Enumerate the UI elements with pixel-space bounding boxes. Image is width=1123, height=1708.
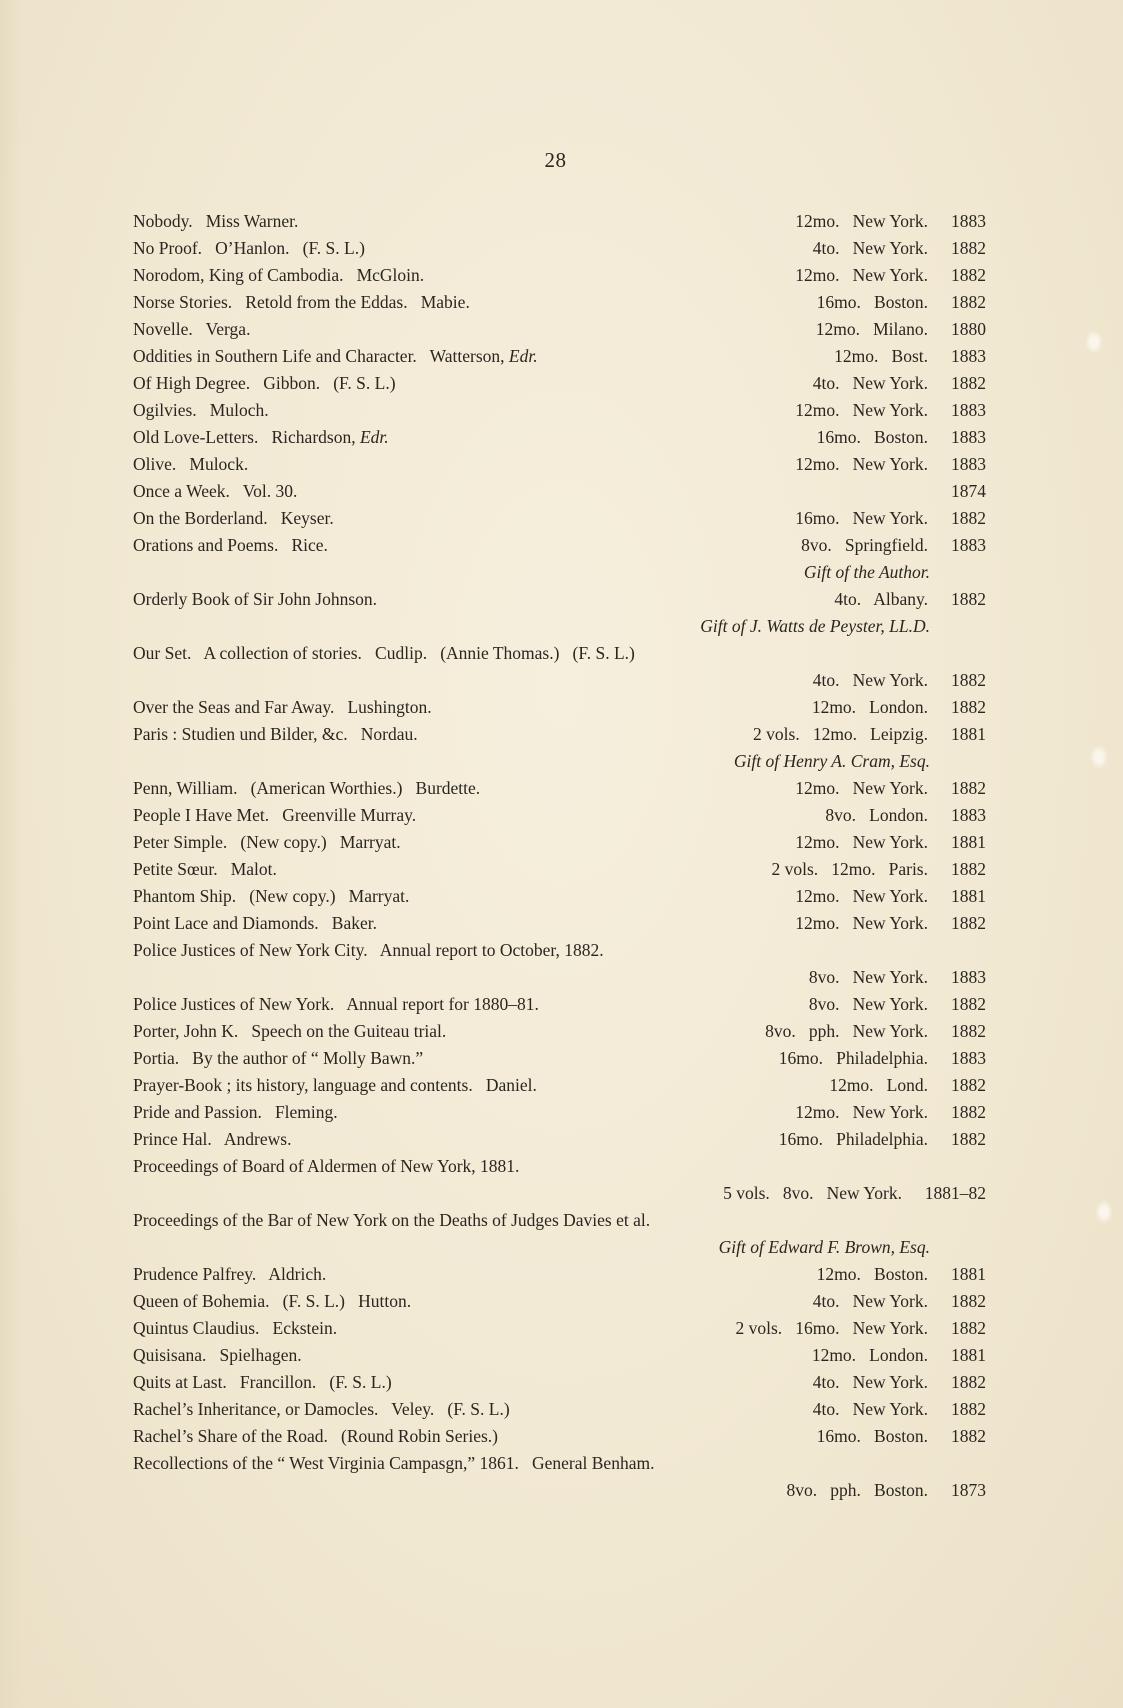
entry-year: 1882 [951, 589, 986, 609]
catalog-entry [133, 532, 986, 559]
entry-year: 1882 [951, 1021, 986, 1041]
entry-title-text: Point Lace and Diamonds. Baker. [133, 913, 377, 933]
entry-title-text: Rachel’s Inheritance, or Damocles. Veley. (F. S. L.) [133, 1399, 510, 1419]
catalog-entry [133, 1126, 986, 1153]
entry-imprint [817, 1423, 986, 1450]
catalog-entry [133, 1045, 986, 1072]
entry-title [133, 343, 538, 370]
paper-blemish [1085, 330, 1103, 354]
entry-format-place: 4to. New York. [812, 1372, 928, 1392]
entry-title-text: Quits at Last. Francillon. (F. S. L.) [133, 1372, 392, 1392]
gift-note-row [133, 559, 986, 586]
entry-imprint [795, 829, 986, 856]
entry-imprint [795, 451, 986, 478]
entry-year: 1880 [951, 319, 986, 339]
entry-title [133, 937, 604, 964]
entry-title-text: Norodom, King of Cambodia. McGloin. [133, 265, 425, 285]
entry-year: 1882 [951, 1291, 986, 1311]
entry-format-place: 8vo. New York. [808, 967, 928, 987]
entry-title-text: Petite Sœur. Malot. [133, 859, 277, 879]
entry-imprint [813, 667, 986, 694]
entry-title [133, 1045, 423, 1072]
catalog-entry [133, 1342, 986, 1369]
entry-imprint [787, 1477, 986, 1504]
entry-title-text: Paris : Studien und Bilder, &c. Nordau. [133, 724, 418, 744]
catalog-entry [133, 1207, 986, 1234]
entry-title [133, 1450, 654, 1477]
entry-format-place: 12mo. New York. [795, 778, 928, 798]
entry-title-text: Quisisana. Spielhagen. [133, 1345, 302, 1365]
entry-title-text: Norse Stories. Retold from the Eddas. Mabie. [133, 292, 470, 312]
entry-title-text: Police Justices of New York. Annual report for 1880–81. [133, 994, 539, 1014]
entry-year: 1882 [951, 859, 986, 879]
entry-title-text: Rachel’s Share of the Road. (Round Robin Series.) [133, 1426, 499, 1446]
entry-title [133, 316, 250, 343]
editor-abbrev: Edr. [504, 346, 538, 366]
gift-note-row [133, 613, 986, 640]
catalog-entry [133, 1288, 986, 1315]
entry-format-place: 4to. New York. [812, 670, 928, 690]
entry-format-place: 16mo. Boston. [816, 1426, 928, 1446]
entry-title-text: Prince Hal. Andrews. [133, 1129, 292, 1149]
entry-format-place: 8vo. pph. New York. [765, 1021, 928, 1041]
entry-imprint [801, 532, 986, 559]
entry-format-place: 5 vols. 8vo. New York. [723, 1183, 902, 1203]
entry-title [133, 1288, 411, 1315]
entry-format-place: 2 vols. 12mo. Leipzig. [753, 724, 928, 744]
entry-imprint [795, 505, 986, 532]
entry-format-place: 16mo. Boston. [816, 427, 928, 447]
entry-format-place: 12mo. New York. [795, 1102, 928, 1122]
catalog-entry [133, 856, 986, 883]
entry-imprint [825, 802, 986, 829]
entry-title [133, 1072, 537, 1099]
entry-format-place: 16mo. Boston. [816, 292, 928, 312]
entry-title [133, 289, 470, 316]
catalog-entry [133, 883, 986, 910]
entry-imprint [812, 694, 986, 721]
entry-title-text: Proceedings of the Bar of New York on the Deaths of Judges Davies et al. [133, 1210, 651, 1230]
paper-blemish [1095, 1200, 1113, 1224]
entry-format-place: 2 vols. 16mo. New York. [735, 1318, 928, 1338]
entry-title-text: Police Justices of New York City. Annual report to October, 1882. [133, 940, 604, 960]
entry-title [133, 1126, 291, 1153]
catalog-entry [133, 208, 986, 235]
catalog-entries [133, 208, 986, 1504]
entry-title-text: Portia. By the author of “ Molly Bawn.” [133, 1048, 424, 1068]
entry-year: 1882 [951, 670, 986, 690]
entry-title [133, 802, 416, 829]
gift-note: Gift of J. Watts de Peyster, LL.D. [700, 616, 930, 636]
entry-imprint [779, 1126, 986, 1153]
entry-title-text: Once a Week. Vol. 30. [133, 481, 298, 501]
entry-title [133, 829, 401, 856]
entry-year: 1882 [951, 1372, 986, 1392]
entry-year: 1883 [951, 427, 986, 447]
entry-year: 1882 [951, 373, 986, 393]
catalog-entry [133, 451, 986, 478]
entry-title-text: Pride and Passion. Fleming. [133, 1102, 338, 1122]
editor-abbrev: Edr. [355, 427, 389, 447]
entry-title-text: Orations and Poems. Rice. [133, 535, 328, 555]
entry-format-place: 8vo. Springfield. [801, 535, 928, 555]
entry-imprint [795, 262, 986, 289]
entry-imprint [834, 586, 986, 613]
catalog-entry [133, 370, 986, 397]
entry-format-place: 12mo. Lond. [829, 1075, 928, 1095]
entry-format-place: 12mo. New York. [795, 886, 928, 906]
catalog-entry [133, 1018, 986, 1045]
entry-title [133, 505, 334, 532]
page-number: 28 [544, 148, 567, 172]
catalog-entry [133, 478, 986, 505]
catalog-entry-continuation [133, 964, 986, 991]
catalog-entry [133, 343, 986, 370]
entry-format-place: 2 vols. 12mo. Paris. [771, 859, 928, 879]
catalog-entry-continuation [133, 1180, 986, 1207]
entry-title [133, 424, 389, 451]
entry-title [133, 721, 418, 748]
entry-title-text: Old Love-Letters. Richardson, [133, 427, 356, 447]
catalog-entry [133, 910, 986, 937]
entry-year: 1881 [951, 886, 986, 906]
entry-year: 1881 [951, 1345, 986, 1365]
entry-year: 1882 [951, 508, 986, 528]
entry-title-text: Prayer-Book ; its history, language and contents. Daniel. [133, 1075, 537, 1095]
entry-imprint [771, 856, 986, 883]
entry-title [133, 1153, 519, 1180]
entry-imprint [813, 1288, 986, 1315]
entry-title [133, 991, 539, 1018]
catalog-entry [133, 289, 986, 316]
entry-imprint [735, 1315, 986, 1342]
entry-format-place: 12mo. New York. [795, 832, 928, 852]
entry-imprint [809, 991, 986, 1018]
entry-year: 1881 [951, 1264, 986, 1284]
entry-imprint [829, 1072, 986, 1099]
gift-note-row [133, 748, 986, 775]
entry-year: 1882 [951, 697, 986, 717]
catalog-entry [133, 721, 986, 748]
catalog-entry [133, 640, 986, 667]
catalog-entry [133, 937, 986, 964]
entry-title-text: Prudence Palfrey. Aldrich. [133, 1264, 327, 1284]
catalog-entry [133, 235, 986, 262]
catalog-entry [133, 397, 986, 424]
entry-year: 1882 [951, 778, 986, 798]
entry-title [133, 1261, 326, 1288]
page-edge-shadow [0, 0, 22, 1708]
entry-title [133, 208, 298, 235]
entry-title-text: Phantom Ship. (New copy.) Marryat. [133, 886, 410, 906]
entry-title-text: On the Borderland. Keyser. [133, 508, 334, 528]
entry-format-place: 16mo. Philadelphia. [778, 1048, 928, 1068]
entry-title-text: Ogilvies. Muloch. [133, 400, 269, 420]
catalog-entry [133, 991, 986, 1018]
catalog-entry [133, 1261, 986, 1288]
entry-year: 1883 [951, 1048, 986, 1068]
catalog-entry [133, 802, 986, 829]
entry-imprint [795, 208, 986, 235]
entry-title [133, 1423, 498, 1450]
entry-imprint [813, 235, 986, 262]
catalog-entry-continuation [133, 1477, 986, 1504]
entry-imprint [795, 1099, 986, 1126]
entry-title [133, 451, 248, 478]
entry-year: 1883 [951, 211, 986, 231]
entry-year: 1882 [951, 1426, 986, 1446]
entry-year: 1882 [951, 1102, 986, 1122]
entry-title-text: No Proof. O’Hanlon. (F. S. L.) [133, 238, 365, 258]
entry-format-place: 4to. New York. [812, 373, 928, 393]
entry-year: 1882 [951, 292, 986, 312]
entry-format-place: 16mo. Philadelphia. [778, 1129, 928, 1149]
entry-title [133, 262, 424, 289]
entry-year: 1882 [951, 1075, 986, 1095]
entry-imprint [795, 397, 986, 424]
gift-note: Gift of the Author. [803, 562, 930, 582]
catalog-entry [133, 1423, 986, 1450]
entry-title [133, 478, 297, 505]
entry-year: 1882 [951, 1318, 986, 1338]
entry-title-text: Quintus Claudius. Eckstein. [133, 1318, 338, 1338]
entry-title-text: Proceedings of Board of Aldermen of New York, 1881. [133, 1156, 520, 1176]
catalog-entry [133, 1369, 986, 1396]
entry-title-text: Orderly Book of Sir John Johnson. [133, 589, 378, 609]
entry-title-text: Our Set. A collection of stories. Cudlip. (Annie Thomas.) (F. S. L.) [133, 643, 635, 663]
entry-format-place: 8vo. pph. Boston. [786, 1480, 928, 1500]
entry-format-place: 4to. New York. [812, 238, 928, 258]
catalog-entry [133, 775, 986, 802]
catalog-entry [133, 316, 986, 343]
entry-format-place: 12mo. New York. [795, 400, 928, 420]
entry-imprint [779, 1045, 986, 1072]
entry-title-text: Of High Degree. Gibbon. (F. S. L.) [133, 373, 396, 393]
entry-title [133, 370, 396, 397]
gift-note: Gift of Henry A. Cram, Esq. [733, 751, 930, 771]
entry-imprint [765, 1018, 986, 1045]
entry-imprint [795, 910, 986, 937]
entry-format-place: 12mo. New York. [795, 454, 928, 474]
entry-title [133, 1315, 337, 1342]
catalog-entry [133, 829, 986, 856]
catalog-entry [133, 1072, 986, 1099]
entry-imprint [928, 478, 986, 505]
entry-imprint [817, 424, 986, 451]
entry-year: 1882 [951, 994, 986, 1014]
entry-imprint [817, 1261, 986, 1288]
entry-title [133, 640, 635, 667]
catalog-entry [133, 694, 986, 721]
entry-title-text: Oddities in Southern Life and Character. Watterson, [133, 346, 505, 366]
entry-format-place: 12mo. Bost. [834, 346, 928, 366]
entry-title [133, 910, 377, 937]
entry-format-place: 8vo. New York. [808, 994, 928, 1014]
entry-year: 1882 [951, 238, 986, 258]
catalog-entry [133, 586, 986, 613]
entry-imprint [834, 343, 986, 370]
entry-title-text: Over the Seas and Far Away. Lushington. [133, 697, 432, 717]
entry-imprint [816, 316, 986, 343]
gift-note-row [133, 1234, 986, 1261]
entry-format-place: 12mo. Milano. [815, 319, 928, 339]
entry-year: 1883 [951, 535, 986, 555]
catalog-entry [133, 1396, 986, 1423]
entry-imprint [753, 721, 986, 748]
entry-title-text: Penn, William. (American Worthies.) Burdette. [133, 778, 481, 798]
entry-title [133, 586, 377, 613]
entry-year: 1883 [951, 454, 986, 474]
entry-title [133, 1099, 338, 1126]
entry-title [133, 1369, 392, 1396]
catalog-entry [133, 262, 986, 289]
entry-title [133, 856, 277, 883]
catalog-entry [133, 1099, 986, 1126]
entry-imprint [812, 1342, 986, 1369]
entry-title-text: Novelle. Verga. [133, 319, 251, 339]
entry-year: 1883 [951, 400, 986, 420]
entry-title-text: People I Have Met. Greenville Murray. [133, 805, 417, 825]
entry-imprint [723, 1180, 986, 1207]
entry-imprint [813, 1369, 986, 1396]
entry-year: 1881 [951, 832, 986, 852]
entry-year: 1882 [951, 1129, 986, 1149]
entry-imprint [817, 289, 986, 316]
entry-imprint [813, 370, 986, 397]
entry-title [133, 694, 432, 721]
catalog-entry [133, 1450, 986, 1477]
catalog-entry [133, 1315, 986, 1342]
entry-imprint [795, 883, 986, 910]
entry-format-place: 4to. Albany. [834, 589, 928, 609]
entry-format-place: 12mo. New York. [795, 265, 928, 285]
catalog-entry [133, 505, 986, 532]
gift-note: Gift of Edward F. Brown, Esq. [718, 1237, 930, 1257]
entry-format-place: 12mo. London. [811, 1345, 928, 1365]
entry-year: 1883 [951, 346, 986, 366]
entry-title [133, 1207, 650, 1234]
entry-year: 1881 [951, 724, 986, 744]
entry-imprint [795, 775, 986, 802]
entry-year: 1882 [951, 1399, 986, 1419]
entry-title [133, 1018, 446, 1045]
catalog-entry [133, 1153, 986, 1180]
entry-title [133, 1342, 302, 1369]
entry-year: 1881–82 [924, 1183, 986, 1203]
entry-year: 1873 [951, 1480, 986, 1500]
entry-title [133, 1396, 510, 1423]
entry-title-text: Olive. Mulock. [133, 454, 249, 474]
entry-year: 1883 [951, 967, 986, 987]
entry-title [133, 235, 365, 262]
entry-format-place: 16mo. New York. [795, 508, 928, 528]
entry-format-place: 4to. New York. [812, 1291, 928, 1311]
entry-title-text: Peter Simple. (New copy.) Marryat. [133, 832, 401, 852]
paper-blemish [1090, 745, 1108, 769]
entry-title [133, 532, 328, 559]
entry-year: 1874 [951, 481, 986, 501]
entry-title-text: Nobody. Miss Warner. [133, 211, 299, 231]
catalog-entry [133, 424, 986, 451]
entry-format-place: 8vo. London. [825, 805, 928, 825]
entry-imprint [813, 1396, 986, 1423]
entry-format-place: 12mo. New York. [795, 913, 928, 933]
entry-title-text: Queen of Bohemia. (F. S. L.) Hutton. [133, 1291, 412, 1311]
entry-title [133, 397, 269, 424]
entry-format-place: 4to. New York. [812, 1399, 928, 1419]
entry-format-place: 12mo. New York. [795, 211, 928, 231]
entry-format-place: 12mo. Boston. [816, 1264, 928, 1284]
entry-year: 1883 [951, 805, 986, 825]
entry-year: 1882 [951, 265, 986, 285]
entry-title [133, 883, 409, 910]
entry-title [133, 775, 480, 802]
catalog-entry-continuation [133, 667, 986, 694]
entry-format-place: 12mo. London. [811, 697, 928, 717]
entry-title-text: Porter, John K. Speech on the Guiteau trial. [133, 1021, 447, 1041]
entry-year: 1882 [951, 913, 986, 933]
entry-title-text: Recollections of the “ West Virginia Campasgn,” 1861. General Benham. [133, 1453, 655, 1473]
entry-imprint [809, 964, 986, 991]
